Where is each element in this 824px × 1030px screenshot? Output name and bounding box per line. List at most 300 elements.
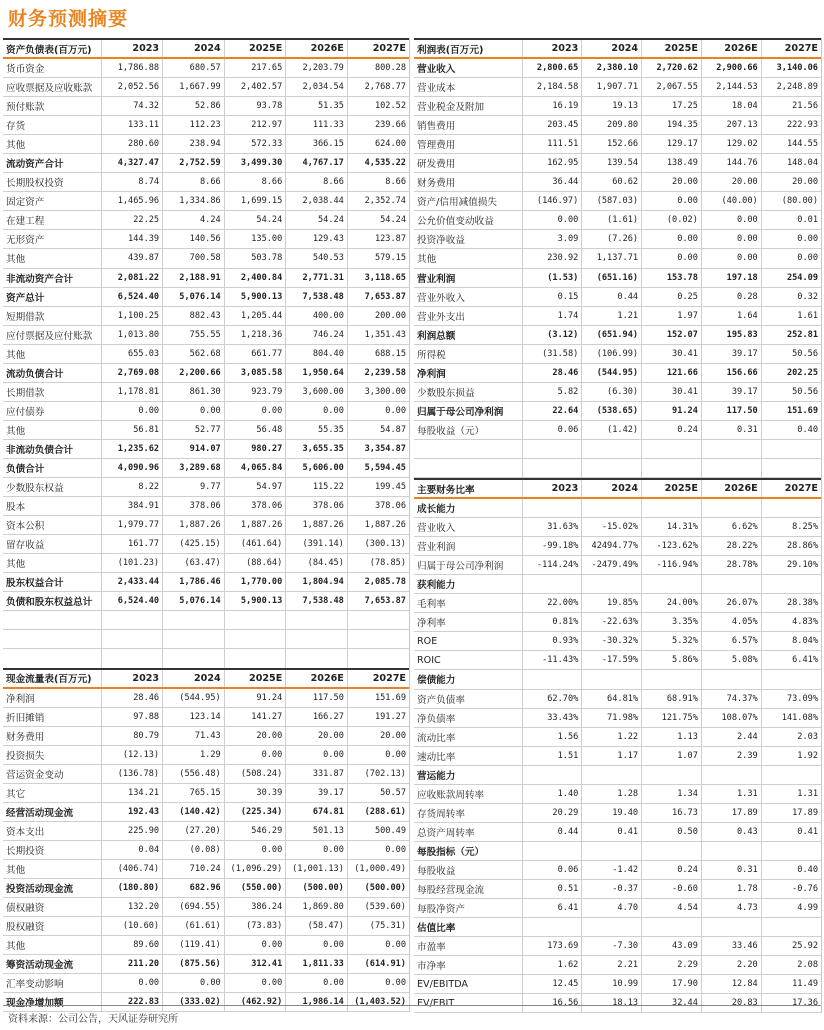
table-row: [414, 382, 821, 401]
cell-value: 0.00: [642, 230, 702, 249]
cell-value: -17.59%: [582, 651, 642, 670]
cell-value: 2,081.22: [101, 268, 163, 287]
row-label: 无形资产: [3, 230, 101, 249]
cell-value: 16.73: [642, 803, 702, 822]
cell-value: 1.61: [761, 306, 821, 325]
cell-value: 0.44: [522, 822, 582, 841]
table-row: [3, 802, 409, 821]
page-title: 财务预测摘要: [8, 8, 129, 30]
cell-value: 19.13: [582, 97, 642, 116]
cell-value: 54.24: [347, 211, 409, 230]
cell-value: 1.78: [701, 879, 761, 898]
cell-value: 1,869.80: [286, 898, 348, 917]
cell-value: 0.00: [224, 745, 286, 764]
cell-value: 192.43: [101, 802, 163, 821]
table-row: [3, 439, 409, 458]
cell-value: 3,655.35: [286, 439, 348, 458]
table-row: [414, 746, 821, 765]
blank-cell: [761, 439, 821, 458]
cell-value: -123.62%: [642, 537, 702, 556]
blank-cell: [347, 611, 409, 630]
cell-value: 2,239.58: [347, 363, 409, 382]
cell-value: 5,076.14: [163, 592, 225, 611]
cell-value: (146.97): [522, 192, 582, 211]
table-row: [3, 707, 409, 726]
cell-value: 1,979.77: [101, 516, 163, 535]
row-label: 研发费用: [414, 154, 522, 173]
row-label: 投资净收益: [414, 230, 522, 249]
cell-value: [701, 765, 761, 784]
cell-value: 2,768.77: [347, 78, 409, 97]
table-row: [414, 58, 821, 78]
table-title: 资产负债表(百万元): [3, 39, 101, 58]
cell-value: 1.64: [701, 306, 761, 325]
row-label: 汇率变动影响: [3, 974, 101, 993]
cell-value: 503.78: [224, 249, 286, 268]
cell-value: 102.52: [347, 97, 409, 116]
cell-value: 16.19: [522, 97, 582, 116]
cell-value: 2,200.66: [163, 363, 225, 382]
table-row: [414, 78, 821, 97]
cell-value: 0.00: [761, 230, 821, 249]
row-label: 流动比率: [414, 727, 522, 746]
cell-value: 3,600.00: [286, 382, 348, 401]
row-label: 营业成本: [414, 78, 522, 97]
cell-value: 17.89: [761, 803, 821, 822]
cell-value: 117.50: [701, 401, 761, 420]
cell-value: [701, 575, 761, 594]
cell-value: 17.25: [642, 97, 702, 116]
cell-value: 144.39: [101, 230, 163, 249]
cell-value: [642, 918, 702, 937]
row-label: 长期股权投资: [3, 173, 101, 192]
cell-value: 2,720.62: [642, 58, 702, 78]
row-label: ROE: [414, 632, 522, 651]
cell-value: 133.11: [101, 116, 163, 135]
table-row: [3, 382, 409, 401]
cell-value: -7.30: [582, 937, 642, 956]
cell-value: 194.35: [642, 116, 702, 135]
cell-value: 30.39: [224, 783, 286, 802]
cell-value: (461.64): [224, 535, 286, 554]
blank-cell: [286, 649, 348, 668]
cell-value: 331.87: [286, 764, 348, 783]
table-row: [414, 556, 821, 575]
blank-cell: [414, 458, 522, 477]
row-label: 偿债能力: [414, 670, 522, 689]
cell-value: (180.80): [101, 878, 163, 897]
left-column: [3, 38, 410, 1012]
cell-value: (1.61): [582, 211, 642, 230]
year-header: 2023: [522, 39, 582, 58]
cell-value: 1,887.26: [224, 516, 286, 535]
row-label: 财务费用: [414, 173, 522, 192]
cell-value: 97.88: [101, 707, 163, 726]
row-label: EV/EBIT: [414, 994, 522, 1013]
table-row: [3, 306, 409, 325]
cell-value: [582, 575, 642, 594]
cell-value: (27.20): [163, 821, 225, 840]
cell-value: 20.00: [761, 173, 821, 192]
cell-value: 222.83: [101, 993, 163, 1012]
cell-value: 4,535.22: [347, 154, 409, 173]
cell-value: -99.18%: [522, 537, 582, 556]
table-row: [3, 745, 409, 764]
cell-value: 28.78%: [701, 556, 761, 575]
cell-value: -15.02%: [582, 518, 642, 537]
row-label: 成长能力: [414, 498, 522, 518]
cell-value: 0.24: [642, 420, 702, 439]
blank-cell: [522, 439, 582, 458]
cell-value: 20.29: [522, 803, 582, 822]
cell-value: 2.03: [761, 727, 821, 746]
cell-value: 746.24: [286, 325, 348, 344]
cell-value: 7,653.87: [347, 592, 409, 611]
cell-value: [522, 670, 582, 689]
cell-value: (101.23): [101, 554, 163, 573]
cell-value: 29.10%: [761, 556, 821, 575]
blank-cell: [163, 611, 225, 630]
cell-value: 135.00: [224, 230, 286, 249]
cell-value: (140.42): [163, 802, 225, 821]
cell-value: 0.00: [286, 840, 348, 859]
cell-value: 2,800.65: [522, 58, 582, 78]
cell-value: 50.57: [347, 783, 409, 802]
row-label: 长期借款: [3, 382, 101, 401]
footer-rule: [3, 1005, 821, 1006]
table-row: [3, 535, 409, 554]
cell-value: 3,140.06: [761, 58, 821, 78]
row-label: 投资损失: [3, 745, 101, 764]
cell-value: 1.31: [761, 784, 821, 803]
cell-value: 1,351.43: [347, 325, 409, 344]
cell-value: 1.22: [582, 727, 642, 746]
cell-value: 4,327.47: [101, 154, 163, 173]
cell-value: 1,786.88: [101, 58, 163, 78]
row-label: 在建工程: [3, 211, 101, 230]
cell-value: 3,118.65: [347, 268, 409, 287]
year-header: 2026E: [701, 479, 761, 498]
cell-value: 5.86%: [642, 651, 702, 670]
cell-value: 1.92: [761, 746, 821, 765]
cell-value: 139.54: [582, 154, 642, 173]
cell-value: -0.76: [761, 879, 821, 898]
blank-cell: [101, 611, 163, 630]
row-label: 固定资产: [3, 192, 101, 211]
row-label: 净利润: [414, 363, 522, 382]
cell-value: 17.89: [701, 803, 761, 822]
row-label: 其他: [414, 249, 522, 268]
cell-value: 1.31: [701, 784, 761, 803]
table-row: [414, 899, 821, 918]
cell-value: 24.00%: [642, 594, 702, 613]
year-header: 2025E: [224, 39, 286, 58]
cell-value: 152.07: [642, 325, 702, 344]
cell-value: 0.24: [642, 860, 702, 879]
row-label: 公允价值变动收益: [414, 211, 522, 230]
cell-value: -22.63%: [582, 613, 642, 632]
row-label: 少数股东权益: [3, 478, 101, 497]
cell-value: 2,752.59: [163, 154, 225, 173]
table-row: [3, 516, 409, 535]
cell-value: 4.73: [701, 899, 761, 918]
table-row: [414, 937, 821, 956]
cell-value: [522, 918, 582, 937]
cell-value: 0.41: [761, 822, 821, 841]
cell-value: 1,887.26: [347, 516, 409, 535]
cell-value: 39.17: [286, 783, 348, 802]
cell-value: 0.44: [582, 287, 642, 306]
blank-cell: [347, 649, 409, 668]
cell-value: 1.74: [522, 306, 582, 325]
cell-value: 5.82: [522, 382, 582, 401]
cell-value: [701, 670, 761, 689]
table-header-row: [414, 39, 821, 58]
cell-value: 162.95: [522, 154, 582, 173]
year-header: 2024: [582, 479, 642, 498]
cell-value: (10.60): [101, 917, 163, 936]
cell-value: 60.62: [582, 173, 642, 192]
cell-value: 804.40: [286, 344, 348, 363]
cell-value: -0.60: [642, 879, 702, 898]
cell-value: 11.49: [761, 975, 821, 994]
row-label: 毛利率: [414, 594, 522, 613]
cell-value: 50.56: [761, 344, 821, 363]
cell-value: 20.00: [347, 726, 409, 745]
cell-value: [642, 765, 702, 784]
cell-value: 6,524.40: [101, 287, 163, 306]
cell-value: [761, 575, 821, 594]
cell-value: 2,771.31: [286, 268, 348, 287]
cell-value: 0.00: [642, 249, 702, 268]
cell-value: (702.13): [347, 764, 409, 783]
cell-value: 18.13: [582, 994, 642, 1013]
cell-value: -11.43%: [522, 651, 582, 670]
cell-value: (508.24): [224, 764, 286, 783]
cell-value: 19.85%: [582, 594, 642, 613]
cell-value: 765.15: [163, 783, 225, 802]
cell-value: 1.40: [522, 784, 582, 803]
cell-value: 197.18: [701, 268, 761, 287]
cell-value: 2,402.57: [224, 78, 286, 97]
cell-value: 212.97: [224, 116, 286, 135]
blank-row: [414, 458, 821, 477]
cell-value: 22.00%: [522, 594, 582, 613]
row-label: 销售费用: [414, 116, 522, 135]
cell-value: 43.09: [642, 937, 702, 956]
year-header: 2026E: [286, 39, 348, 58]
cell-value: 138.49: [642, 154, 702, 173]
cell-value: 20.83: [701, 994, 761, 1013]
cell-value: 17.90: [642, 975, 702, 994]
cell-value: 111.33: [286, 116, 348, 135]
year-header: 2024: [163, 669, 225, 688]
row-label: 净利率: [414, 613, 522, 632]
cell-value: 3,499.30: [224, 154, 286, 173]
cell-value: (1,403.52): [347, 993, 409, 1012]
cell-value: 10.99: [582, 975, 642, 994]
table-title: 主要财务比率: [414, 479, 522, 498]
cell-value: 8.74: [101, 173, 163, 192]
cell-value: 254.09: [761, 268, 821, 287]
cell-value: (80.00): [761, 192, 821, 211]
cell-value: 56.81: [101, 420, 163, 439]
table-row: [414, 154, 821, 173]
row-label: 流动资产合计: [3, 154, 101, 173]
cell-value: 1,013.80: [101, 325, 163, 344]
cell-value: 500.49: [347, 821, 409, 840]
row-label: 经营活动现金流: [3, 802, 101, 821]
row-label: EV/EBITDA: [414, 975, 522, 994]
cell-value: [522, 498, 582, 518]
row-label: 其他: [3, 554, 101, 573]
cell-value: 6.41: [522, 899, 582, 918]
cell-value: 211.20: [101, 955, 163, 974]
blank-cell: [642, 458, 702, 477]
row-label: 资产总计: [3, 287, 101, 306]
cell-value: (1.42): [582, 420, 642, 439]
table-row: [414, 632, 821, 651]
table-header-row: [3, 39, 409, 58]
table-row: [414, 116, 821, 135]
cell-value: 28.46: [522, 363, 582, 382]
cell-value: 1.62: [522, 956, 582, 975]
cell-value: 1.56: [522, 727, 582, 746]
blank-cell: [701, 439, 761, 458]
blank-cell: [522, 458, 582, 477]
cell-value: 3.09: [522, 230, 582, 249]
cell-value: 14.31%: [642, 518, 702, 537]
cell-value: 4,767.17: [286, 154, 348, 173]
cell-value: 3,085.58: [224, 363, 286, 382]
cell-value: 4.70: [582, 899, 642, 918]
row-label: 营运能力: [414, 765, 522, 784]
balance-sheet-table: [3, 38, 409, 649]
table-row: [3, 554, 409, 573]
year-header: 2023: [101, 39, 163, 58]
cell-value: 5,594.45: [347, 458, 409, 477]
year-header: 2024: [163, 39, 225, 58]
cell-value: 6.62%: [701, 518, 761, 537]
year-header: 2027E: [761, 479, 821, 498]
cell-value: 386.24: [224, 898, 286, 917]
cell-value: 2,352.74: [347, 192, 409, 211]
cell-value: (544.95): [582, 363, 642, 382]
cell-value: 54.24: [286, 211, 348, 230]
row-label: 资产/信用减值损失: [414, 192, 522, 211]
cell-value: (651.94): [582, 325, 642, 344]
cell-value: 0.00: [701, 211, 761, 230]
row-label: 营业外收入: [414, 287, 522, 306]
row-label: 长期投资: [3, 840, 101, 859]
cell-value: 682.96: [163, 878, 225, 897]
right-column: [414, 38, 822, 1013]
cell-value: 0.00: [224, 840, 286, 859]
cell-value: 9.77: [163, 478, 225, 497]
cell-value: 0.00: [347, 936, 409, 955]
row-label: 货币资金: [3, 58, 101, 78]
row-label: 营业利润: [414, 537, 522, 556]
table-row: [414, 537, 821, 556]
year-header: 2027E: [761, 39, 821, 58]
cell-value: 0.00: [701, 249, 761, 268]
cell-value: 1,218.36: [224, 325, 286, 344]
cell-value: (587.03): [582, 192, 642, 211]
cell-value: 80.79: [101, 726, 163, 745]
cell-value: 71.98%: [582, 708, 642, 727]
cell-value: 1,465.96: [101, 192, 163, 211]
blank-cell: [347, 630, 409, 649]
cell-value: 6,524.40: [101, 592, 163, 611]
row-label: 短期借款: [3, 306, 101, 325]
cell-value: 0.06: [522, 420, 582, 439]
cell-value: 239.66: [347, 116, 409, 135]
cell-value: [761, 670, 821, 689]
cell-value: 540.53: [286, 249, 348, 268]
row-label: 其他: [3, 859, 101, 878]
table-row: [414, 651, 821, 670]
cell-value: 20.00: [701, 173, 761, 192]
cell-value: [701, 918, 761, 937]
table-row: [414, 727, 821, 746]
row-label: 市净率: [414, 956, 522, 975]
table-row: [3, 135, 409, 154]
table-row: [414, 97, 821, 116]
table-row: [3, 401, 409, 420]
cell-value: (1,001.13): [286, 859, 348, 878]
cell-value: 1,137.71: [582, 249, 642, 268]
year-header: 2026E: [701, 39, 761, 58]
cell-value: [522, 575, 582, 594]
cell-value: 861.30: [163, 382, 225, 401]
row-label: 每股经营现金流: [414, 879, 522, 898]
cell-value: 312.41: [224, 955, 286, 974]
cell-value: 3,289.68: [163, 458, 225, 477]
cell-value: (651.16): [582, 268, 642, 287]
cell-value: 0.00: [224, 401, 286, 420]
row-label: 资本支出: [3, 821, 101, 840]
cell-value: 21.56: [761, 97, 821, 116]
cell-value: 0.00: [224, 974, 286, 993]
cell-value: [522, 841, 582, 860]
cell-value: 151.69: [347, 688, 409, 708]
cell-value: 579.15: [347, 249, 409, 268]
blank-cell: [701, 458, 761, 477]
cell-value: (406.74): [101, 859, 163, 878]
cell-value: -1.42: [582, 860, 642, 879]
table-row: [414, 306, 821, 325]
cell-value: 112.23: [163, 116, 225, 135]
table-row: [414, 765, 821, 784]
cell-value: 2,769.08: [101, 363, 163, 382]
cell-value: 0.31: [701, 420, 761, 439]
cell-value: 2,067.55: [642, 78, 702, 97]
row-label: 市盈率: [414, 937, 522, 956]
cell-value: 2,380.10: [582, 58, 642, 78]
table-row: [3, 936, 409, 955]
cell-value: 5.32%: [642, 632, 702, 651]
table-row: [414, 211, 821, 230]
cell-value: 366.15: [286, 135, 348, 154]
cell-value: 0.41: [582, 822, 642, 841]
table-row: [3, 688, 409, 708]
cell-value: 710.24: [163, 859, 225, 878]
row-label: 资产负债率: [414, 689, 522, 708]
table-row: [414, 918, 821, 937]
cell-value: 56.48: [224, 420, 286, 439]
cell-value: 217.65: [224, 58, 286, 78]
blank-cell: [224, 611, 286, 630]
